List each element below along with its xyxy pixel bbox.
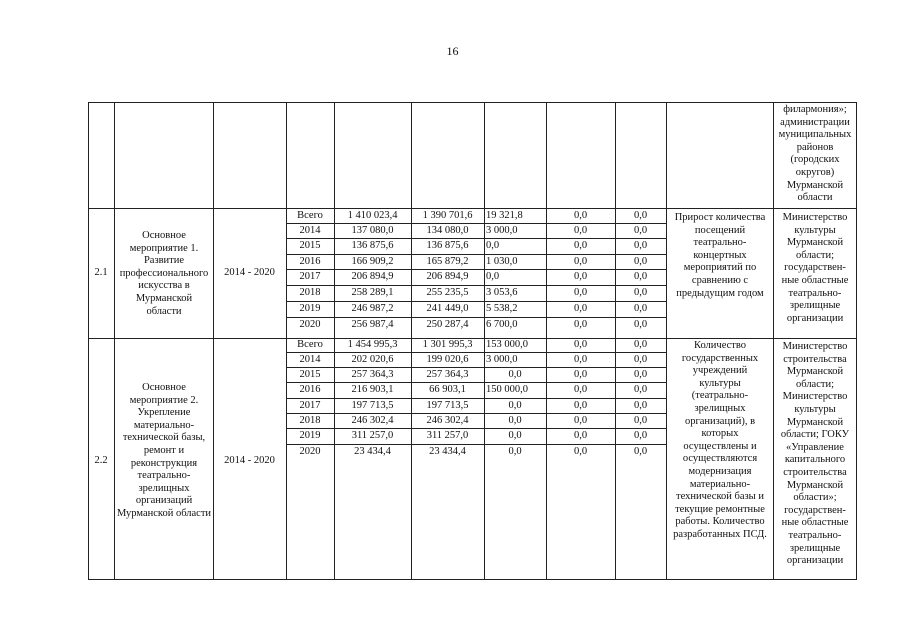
year-label: 2018 [299,415,321,426]
federal-budget-value: 5 538,2 [486,303,518,314]
local-budget-value: 0,0 [573,354,588,365]
local-budget-value: 0,0 [573,384,588,395]
regional-budget-value: 165 879,2 [426,256,469,267]
extra-budget-value: 0,0 [633,210,648,221]
activity-name: Основное мероприятие 2. Укрепление материально-технической базы, ремонт и реконструкция театрально-зрелищных организаций Мурманской области [116,382,212,519]
regional-budget-value: 246 302,4 [426,415,469,426]
federal-budget-value: 6 700,0 [486,319,518,330]
federal-budget-value: 0,0 [508,415,522,426]
col-border [773,102,774,580]
regional-budget-value: 136 875,6 [426,240,469,251]
local-budget-value: 0,0 [573,303,588,314]
total-value: 1 410 023,4 [347,210,398,221]
year-label: 2015 [299,240,321,251]
year-label: 2017 [299,400,321,411]
local-budget-value: 0,0 [573,256,588,267]
row-number: 2.1 [94,267,108,278]
extra-budget-value: 0,0 [633,240,648,251]
year-label: Всего [297,339,323,350]
total-value: 246 987,2 [351,303,394,314]
local-budget-value: 0,0 [573,287,588,298]
local-budget-value: 0,0 [573,415,588,426]
col-border [666,102,667,580]
col-border [213,102,214,580]
year-label: 2016 [299,384,321,395]
federal-budget-value: 0,0 [508,400,522,411]
extra-budget-value: 0,0 [633,256,648,267]
total-value: 23 434,4 [354,446,391,457]
regional-budget-value: 197 713,5 [426,400,469,411]
activity-name: Основное мероприятие 1. Развитие профессионального искусства в Мурманской области [119,230,209,317]
regional-budget-value: 206 894,9 [426,271,469,282]
year-label: 2020 [299,446,321,457]
local-budget-value: 0,0 [573,240,588,251]
local-budget-value: 0,0 [573,430,588,441]
federal-budget-value: 0,0 [486,271,500,282]
regional-budget-value: 199 020,6 [426,354,469,365]
total-value: 197 713,5 [351,400,394,411]
period: 2014 - 2020 [224,455,275,466]
total-value: 257 364,3 [351,369,394,380]
period: 2014 - 2020 [224,267,275,278]
regional-budget-value: 66 903,1 [429,384,466,395]
federal-budget-value: 19 321,8 [486,210,523,221]
total-value: 246 302,4 [351,415,394,426]
col-border [114,102,115,580]
total-value: 258 289,1 [351,287,394,298]
col-border [856,102,857,580]
total-value: 136 875,6 [351,240,394,251]
extra-budget-value: 0,0 [633,225,648,236]
col-border [88,102,89,580]
extra-budget-value: 0,0 [633,384,648,395]
total-value: 206 894,9 [351,271,394,282]
local-budget-value: 0,0 [573,271,588,282]
year-label: 2015 [299,369,321,380]
extra-budget-value: 0,0 [633,446,648,457]
col-border [484,102,485,580]
federal-budget-value: 3 000,0 [486,225,518,236]
total-value: 166 909,2 [351,256,394,267]
regional-budget-value: 1 301 995,3 [422,339,473,350]
local-budget-value: 0,0 [573,225,588,236]
local-budget-value: 0,0 [573,369,588,380]
extra-budget-value: 0,0 [633,400,648,411]
extra-budget-value: 0,0 [633,369,648,380]
regional-budget-value: 134 080,0 [426,225,469,236]
regional-budget-value: 311 257,0 [426,430,469,441]
regional-budget-value: 241 449,0 [426,303,469,314]
extra-budget-value: 0,0 [633,287,648,298]
extra-budget-value: 0,0 [633,271,648,282]
program-table [88,102,857,580]
page-number: 16 [446,44,459,58]
total-value: 137 080,0 [351,225,394,236]
total-value: 256 987,4 [351,319,394,330]
year-label: 2016 [299,256,321,267]
federal-budget-value: 0,0 [508,369,522,380]
local-budget-value: 0,0 [573,446,588,457]
local-budget-value: 0,0 [573,400,588,411]
extra-budget-value: 0,0 [633,339,648,350]
table-top-border [88,102,857,103]
total-value: 311 257,0 [351,430,394,441]
cont-executors: филармония»; администрации муниципальных районов (городских округов) Мурманской области [778,104,852,204]
total-value: 202 020,6 [351,354,394,365]
federal-budget-value: 150 000,0 [486,384,528,395]
table-bottom-border [88,579,857,580]
extra-budget-value: 0,0 [633,319,648,330]
indicator: Количество государственных учреждений культуры (театрально-зрелищных организаций), в которых осуществлены и осуществляются модернизация материально-технической базы и текущие ремонтные работы. Количество разработанных ПСД. [673,340,767,540]
local-budget-value: 0,0 [573,339,588,350]
local-budget-value: 0,0 [573,210,588,221]
year-label: 2020 [299,319,321,330]
regional-budget-value: 255 235,5 [426,287,469,298]
year-label: 2014 [299,225,321,236]
executors: Министерство культуры Мурманской области; государствен-ные областные театрально-зрелищные организации [781,212,849,324]
local-budget-value: 0,0 [573,319,588,330]
year-label: 2018 [299,287,321,298]
federal-budget-value: 3 053,6 [486,287,518,298]
extra-budget-value: 0,0 [633,415,648,426]
executors: Министерство строительства Мурманской области; Министерство культуры Мурманской области; ГОКУ «Управление капитального строительства Мурманской области»; государствен-ные областные театрально-зрелищные организации [780,341,850,567]
federal-budget-value: 0,0 [508,430,522,441]
federal-budget-value: 0,0 [508,446,522,457]
regional-budget-value: 1 390 701,6 [422,210,473,221]
extra-budget-value: 0,0 [633,354,648,365]
year-label: 2019 [299,303,321,314]
year-label: 2017 [299,271,321,282]
federal-budget-value: 3 000,0 [486,354,518,365]
row-number: 2.2 [94,455,108,466]
extra-budget-value: 0,0 [633,430,648,441]
year-label: Всего [297,210,323,221]
regional-budget-value: 23 434,4 [429,446,466,457]
federal-budget-value: 0,0 [486,240,500,251]
total-value: 1 454 995,3 [347,339,398,350]
year-label: 2014 [299,354,321,365]
total-value: 216 903,1 [351,384,394,395]
federal-budget-value: 1 030,0 [486,256,518,267]
year-label: 2019 [299,430,321,441]
regional-budget-value: 250 287,4 [426,319,469,330]
extra-budget-value: 0,0 [633,303,648,314]
regional-budget-value: 257 364,3 [426,369,469,380]
indicator: Прирост количества посещений театрально-концертных мероприятий по сравнению с предыдущим годом [674,212,766,299]
federal-budget-value: 153 000,0 [486,339,528,350]
